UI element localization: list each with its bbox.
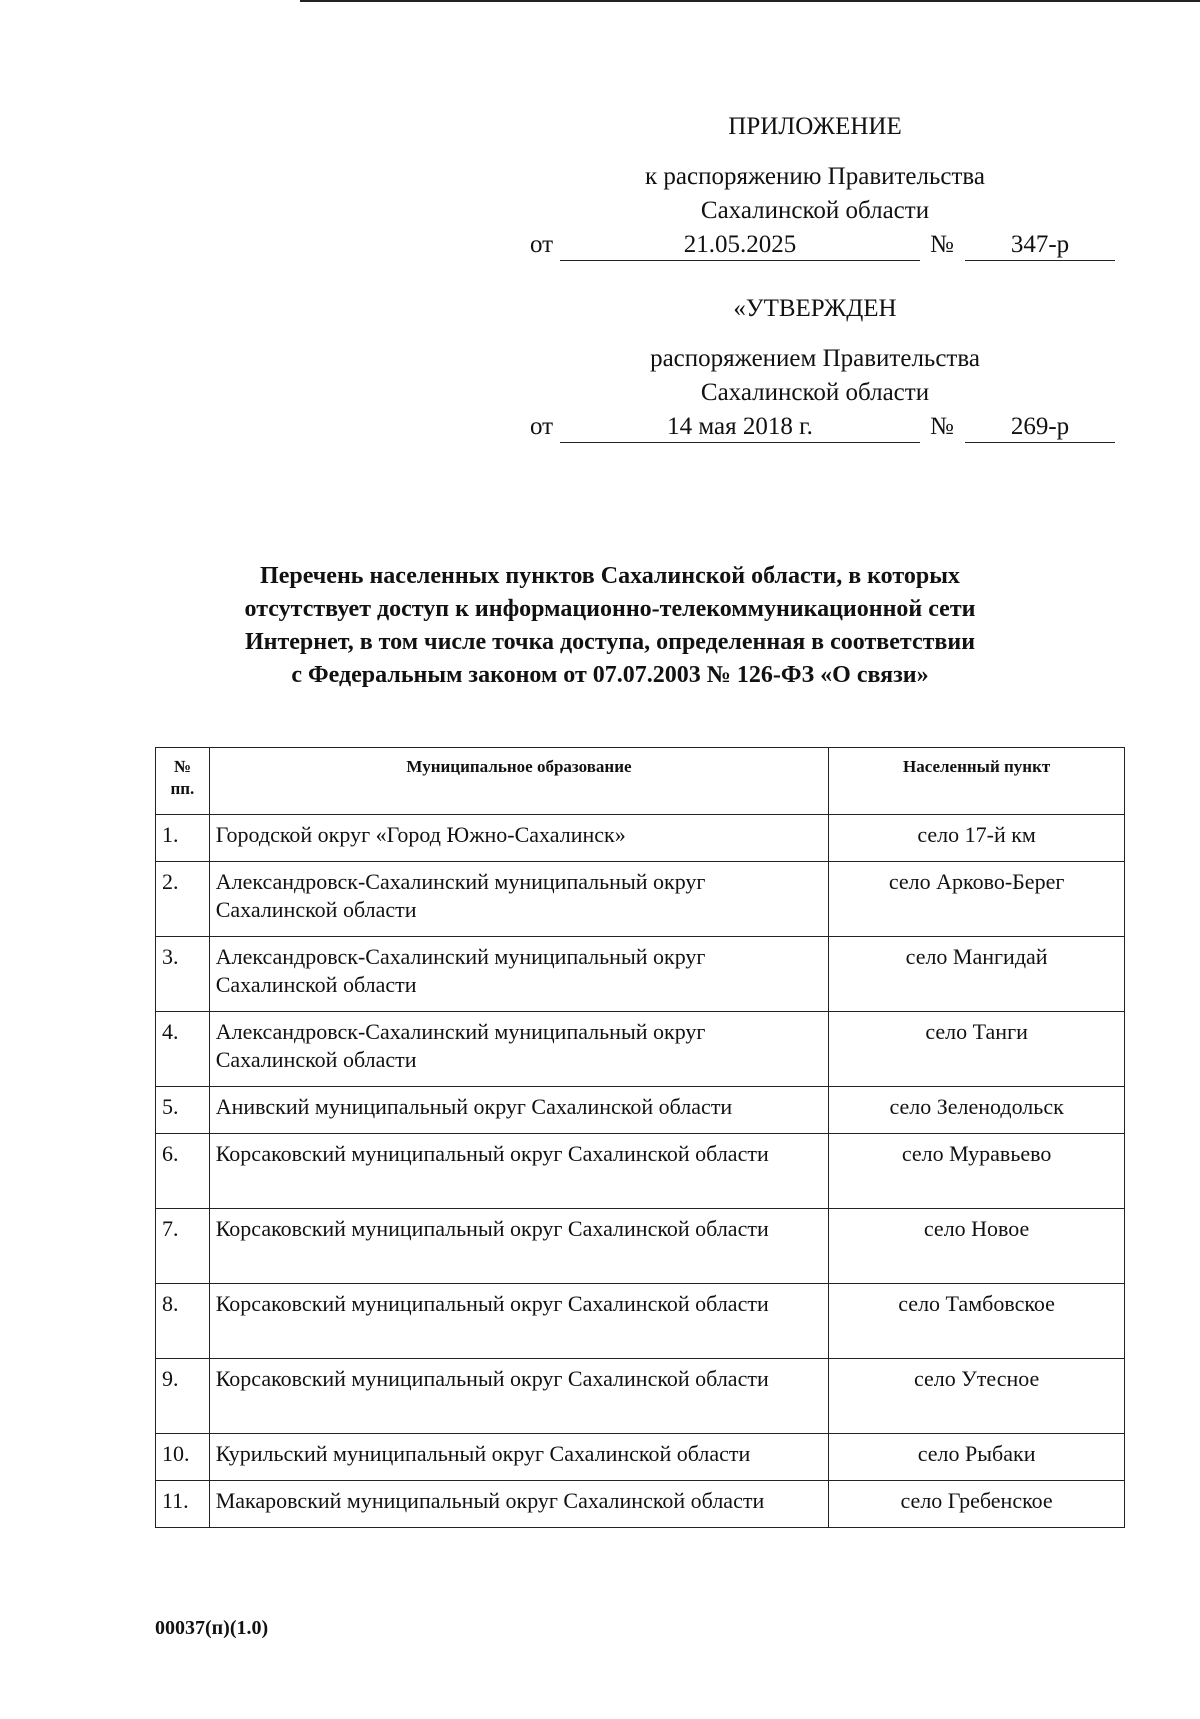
header-block [520,110,1120,446]
document-title-line3: Интернет, в том числе точка доступа, определенная в соответствии [244,629,976,655]
row-settlement: село Муравьево [829,1134,1125,1209]
settlements-table [155,747,1125,1528]
approved-title: «УТВЕРЖДЕН [733,295,897,322]
row-municipality: Макаровский муниципальный округ Сахалинской области [209,1481,829,1528]
row-num: 5. [156,1087,210,1134]
appendix-number-sign: № [930,231,954,258]
row-municipality: Александровск-Сахалинский муниципальный округ Сахалинской области [209,1012,829,1087]
table-row [156,1481,1125,1528]
appendix-order-line1: к распоряжению Правительства [644,163,985,190]
row-num: 8. [156,1284,210,1359]
row-num: 11. [156,1481,210,1528]
approved-date-prefix: от [530,413,554,440]
appendix-number: 347-р [965,228,1115,261]
row-settlement: село Рыбаки [829,1434,1125,1481]
table-header-row [156,748,1125,815]
document-title-line2: отсутствует доступ к информационно-телекоммуникационной сети [244,596,976,622]
row-settlement: село Гребенское [829,1481,1125,1528]
row-settlement: село Мангидай [829,937,1125,1012]
row-municipality: Корсаковский муниципальный округ Сахалинской области [209,1284,829,1359]
header-num [156,748,210,815]
approved-number: 269-р [965,410,1115,443]
table-row [156,815,1125,862]
table-row [156,1284,1125,1359]
approved-number-sign: № [930,413,954,440]
row-municipality: Курильский муниципальный округ Сахалинской области [209,1434,829,1481]
header-num-line2: пп. [170,779,195,798]
row-num: 1. [156,815,210,862]
row-num: 2. [156,862,210,937]
header-settlement: Населенный пункт [829,748,1125,815]
appendix-date-prefix: от [530,231,554,258]
appendix-title: ПРИЛОЖЕНИЕ [728,113,902,140]
row-num: 7. [156,1209,210,1284]
row-settlement: село 17-й км [829,815,1125,862]
approved-date-row [520,410,1120,446]
table-row [156,1209,1125,1284]
header-municipality: Муниципальное образование [209,748,829,815]
row-municipality: Корсаковский муниципальный округ Сахалинской области [209,1134,829,1209]
table-row [156,1134,1125,1209]
row-municipality: Городской округ «Город Южно-Сахалинск» [209,815,829,862]
document-title-line4: с Федеральным законом от 07.07.2003 № 126-ФЗ «О связи» [291,662,929,688]
approved-order-line2: Сахалинской области [700,379,930,406]
table-row [156,1359,1125,1434]
row-settlement: село Тамбовское [829,1284,1125,1359]
document-title-line1: Перечень населенных пунктов Сахалинской области, в которых [260,563,960,589]
row-settlement: село Арково-Берег [829,862,1125,937]
approved-date: 14 мая 2018 г. [560,410,920,443]
header-num-line1: № [173,757,191,776]
approved-order-line1: распоряжением Правительства [650,345,980,372]
appendix-order-line2: Сахалинской области [700,197,930,224]
appendix-date: 21.05.2025 [560,228,920,261]
table-row [156,862,1125,937]
row-municipality: Анивский муниципальный округ Сахалинской области [209,1087,829,1134]
table-row [156,1087,1125,1134]
form-code: 00037(п)(1.0) [155,1617,269,1639]
row-settlement: село Новое [829,1209,1125,1284]
row-num: 6. [156,1134,210,1209]
table-row [156,1434,1125,1481]
scan-edge [300,0,1200,2]
row-num: 9. [156,1359,210,1434]
row-settlement: село Зеленодольск [829,1087,1125,1134]
row-settlement: село Танги [829,1012,1125,1087]
row-num: 4. [156,1012,210,1087]
document-title [155,560,1065,692]
row-settlement: село Утесное [829,1359,1125,1434]
table-row [156,1012,1125,1087]
row-municipality: Корсаковский муниципальный округ Сахалинской области [209,1209,829,1284]
row-municipality: Корсаковский муниципальный округ Сахалинской области [209,1359,829,1434]
appendix-date-row [520,228,1120,264]
row-num: 10. [156,1434,210,1481]
row-municipality: Александровск-Сахалинский муниципальный округ Сахалинской области [209,862,829,937]
row-num: 3. [156,937,210,1012]
row-municipality: Александровск-Сахалинский муниципальный округ Сахалинской области [209,937,829,1012]
table-row [156,937,1125,1012]
